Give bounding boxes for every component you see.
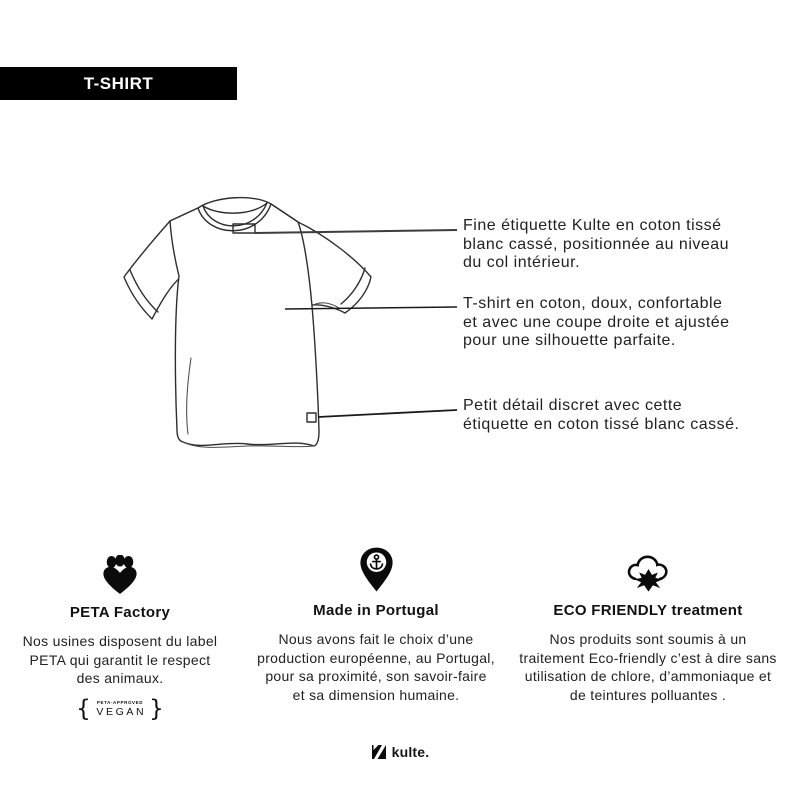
feature-text-line: de teintures polluantes . bbox=[569, 686, 727, 703]
feature-text-line: utilisation de chlore, d’ammoniaque et bbox=[524, 668, 772, 684]
annotation-text-line: du col intérieur. bbox=[463, 254, 581, 272]
annotation-hem-text bbox=[463, 397, 739, 434]
feature-text-line: PETA qui garantit le respect bbox=[29, 651, 211, 668]
feature-text-line: et sa dimension humaine. bbox=[292, 686, 460, 703]
feature-text-line: Nos usines disposent du label bbox=[22, 633, 218, 649]
footer bbox=[0, 744, 801, 760]
badge-brace-left: { bbox=[76, 695, 91, 722]
annotation-text-line: T-shirt en coton, doux, confortable bbox=[463, 295, 723, 312]
annotation-leader-lines bbox=[250, 224, 462, 424]
feature-made-in-portugal bbox=[240, 545, 512, 704]
annotation-text-line: et avec une coupe droite et ajustée bbox=[463, 313, 730, 331]
feature-text-line: Nous avons fait le choix d’une bbox=[278, 631, 474, 647]
feature-title: Made in Portugal bbox=[313, 602, 439, 619]
badge-brace-right: } bbox=[149, 695, 164, 722]
feature-title: PETA Factory bbox=[69, 604, 171, 621]
cotton-flower-icon bbox=[625, 549, 672, 593]
peta-approved-vegan-badge bbox=[10, 695, 230, 722]
feature-text-line: production européenne, au Portugal, bbox=[257, 649, 495, 666]
annotation-text-line: Fine étiquette Kulte en coton tissé bbox=[463, 217, 722, 234]
kulte-logomark-icon bbox=[372, 745, 386, 759]
page-title: T-SHIRT bbox=[83, 73, 154, 93]
feature-title: ECO FRIENDLY treatment bbox=[553, 602, 743, 619]
feature-text-line: Nos produits sont soumis à un bbox=[549, 631, 747, 647]
location-pin-anchor-icon bbox=[357, 546, 396, 593]
leader-line-hem bbox=[318, 410, 457, 417]
feature-eco-friendly bbox=[514, 545, 782, 704]
leader-line-collar bbox=[255, 230, 457, 233]
badge-top-text: PETA-APPROVED bbox=[96, 700, 144, 705]
annotation-text-line: blanc cassé, positionnée au niveau bbox=[463, 235, 730, 253]
section-title-banner bbox=[0, 67, 237, 100]
feature-text-line: pour sa proximité, son savoir-faire bbox=[265, 668, 487, 684]
feature-text-line: traitement Eco-friendly c’est à dire sans bbox=[519, 649, 777, 666]
brand-name: kulte. bbox=[391, 744, 430, 760]
annotation-collar-text bbox=[463, 217, 729, 273]
paw-icon bbox=[97, 555, 143, 595]
feature-peta-factory bbox=[10, 547, 230, 721]
annotation-fabric-text bbox=[463, 295, 730, 351]
annotation-text-line: étiquette en coton tissé blanc cassé. bbox=[463, 415, 740, 433]
annotation-text-line: Petit détail discret avec cette bbox=[463, 397, 683, 414]
annotation-text-line: pour une silhouette parfaite. bbox=[463, 332, 676, 350]
feature-text-line: des animaux. bbox=[76, 670, 164, 686]
badge-main-text: VEGAN bbox=[96, 706, 147, 718]
leader-line-fabric bbox=[285, 307, 457, 309]
